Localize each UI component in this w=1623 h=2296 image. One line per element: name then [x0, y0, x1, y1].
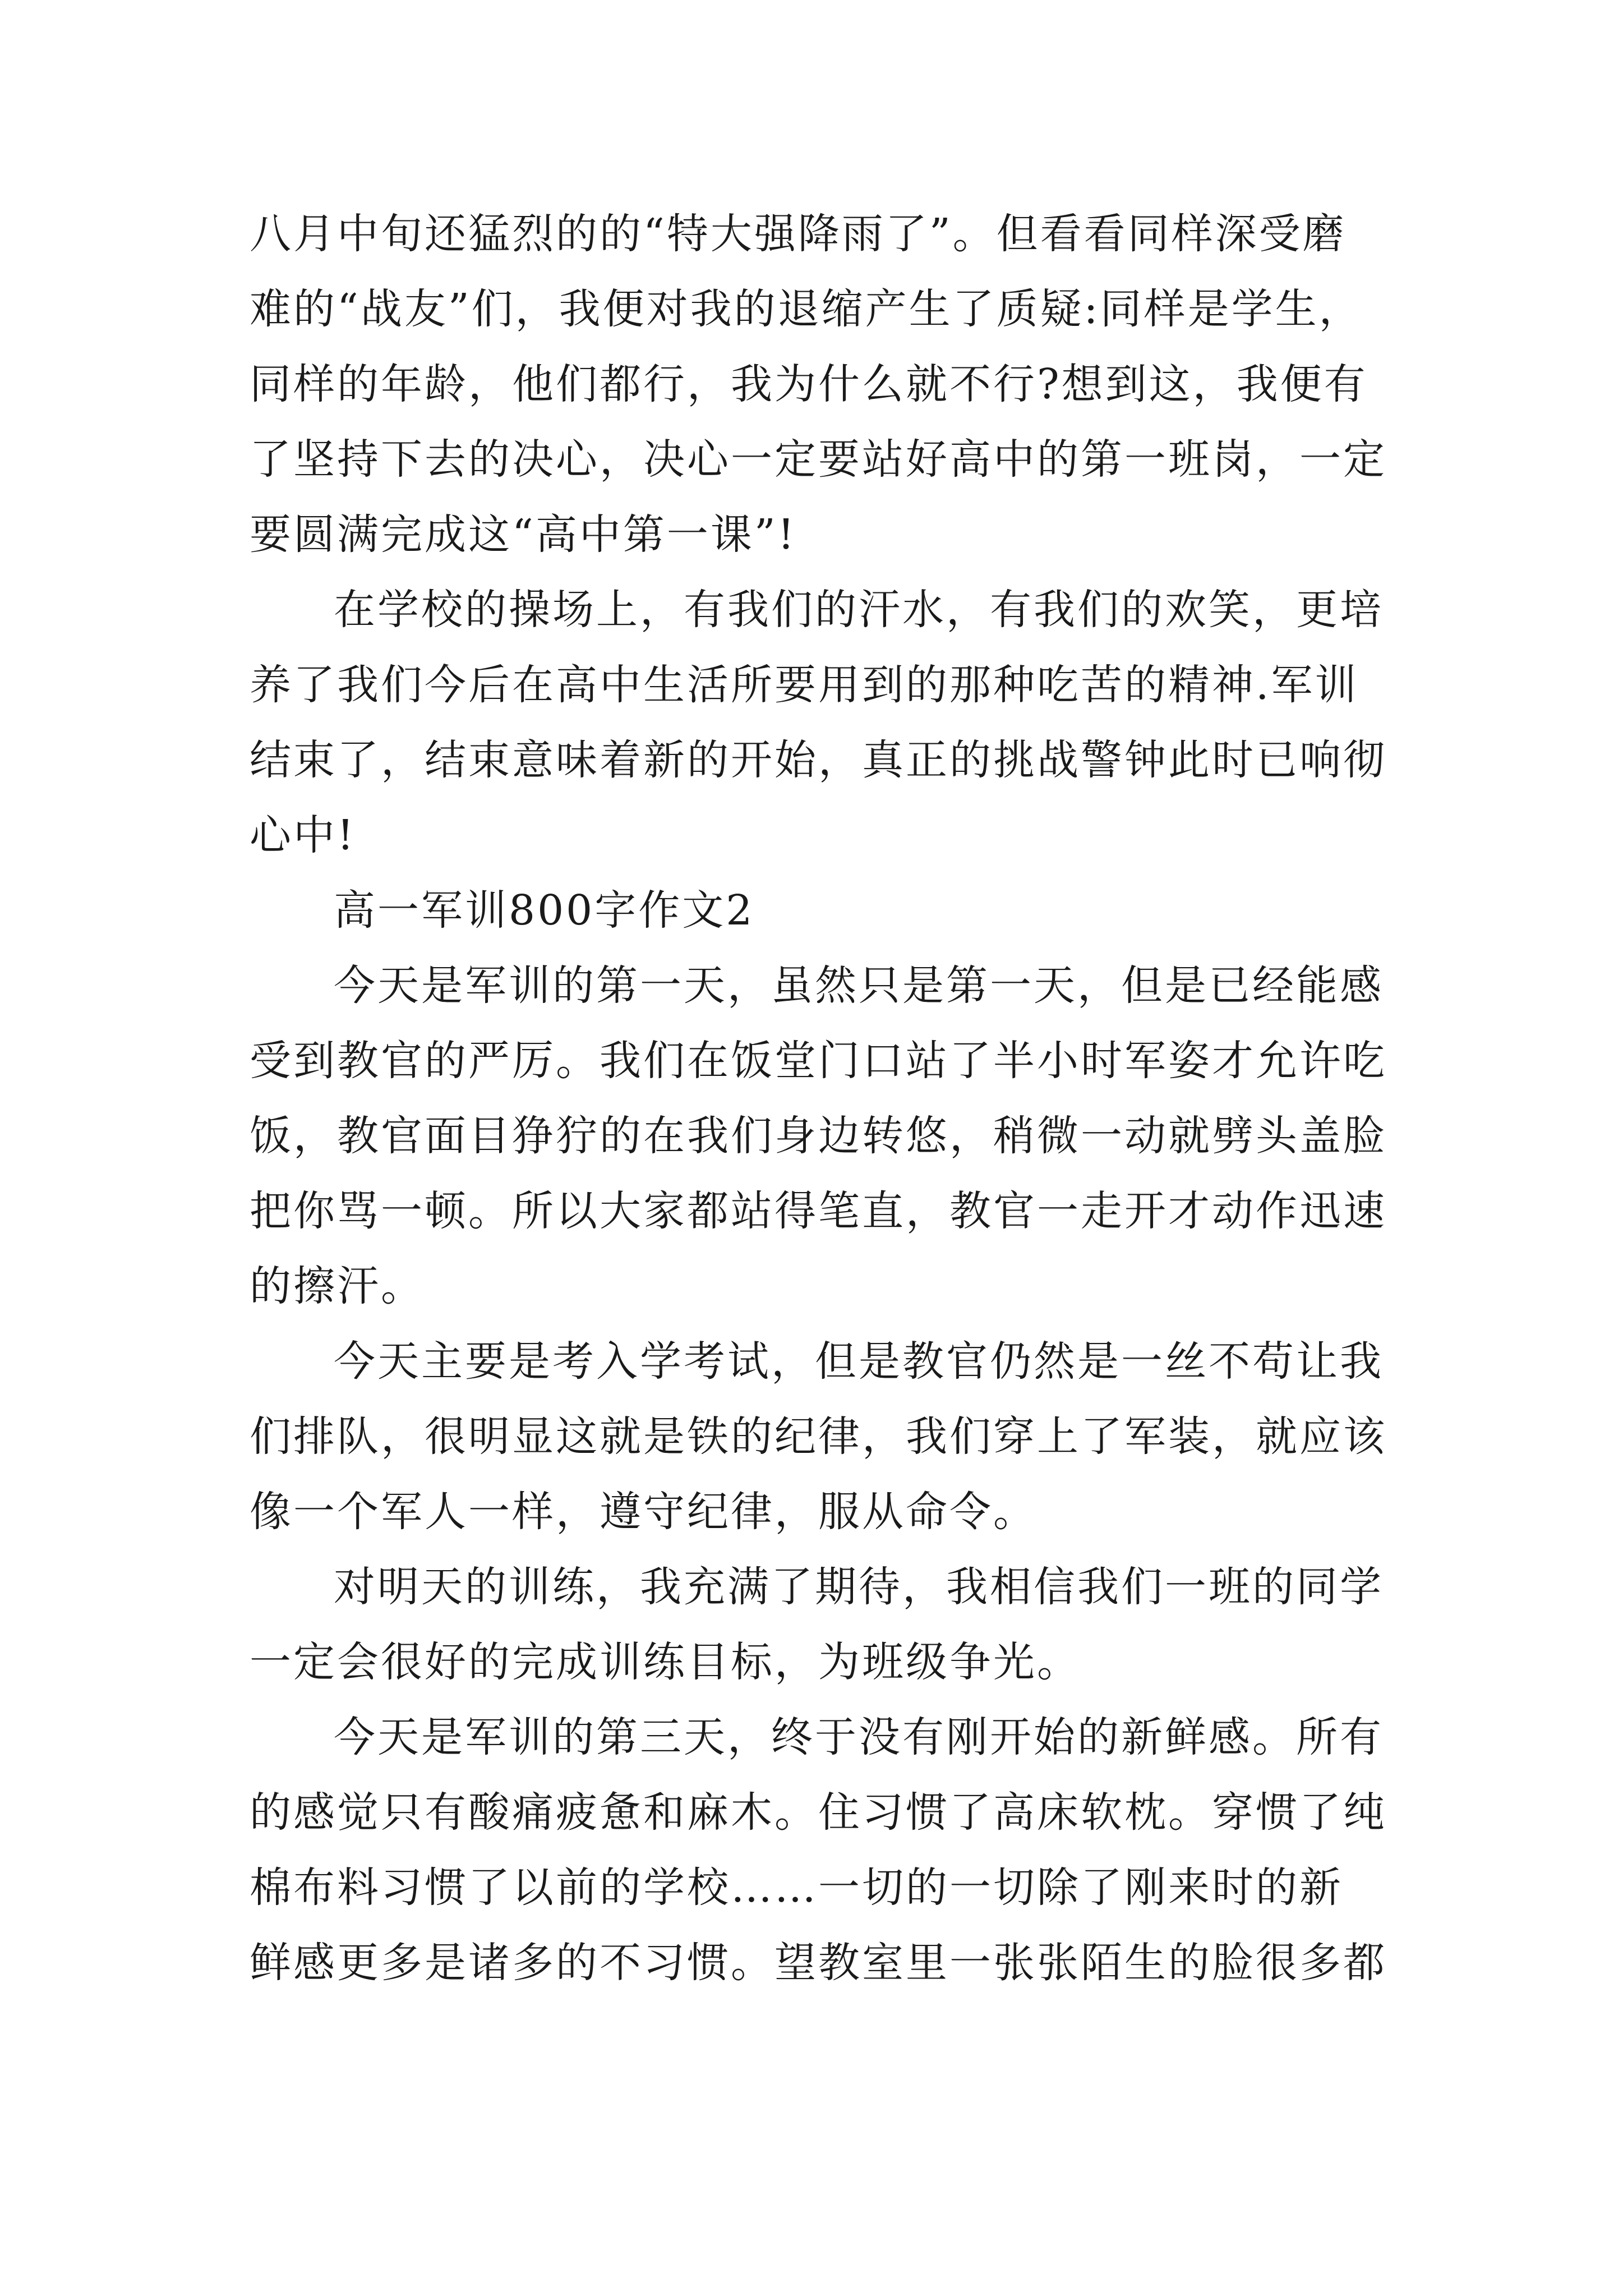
text-line: 结束了，结束意味着新的开始，真正的挑战警钟此时已响彻 [250, 736, 1387, 784]
text-line: 在学校的操场上，有我们的汗水，有我们的欢笑，更培 [334, 586, 1384, 634]
paragraph [250, 1549, 1427, 1700]
paragraph [250, 1324, 1427, 1549]
paragraph [250, 873, 1427, 948]
text-line: 要圆满完成这“高中第一课”! [250, 510, 797, 559]
text-line: 今天是军训的第三天，终于没有刚开始的新鲜感。所有 [334, 1713, 1384, 1761]
paragraph [250, 1700, 1427, 2000]
text-line: 高一军训800字作文2 [334, 886, 755, 935]
document-body [250, 196, 1427, 2000]
text-line: 的感觉只有酸痛疲惫和麻木。住习惯了高床软枕。穿惯了纯 [250, 1788, 1387, 1837]
text-line: 同样的年龄，他们都行，我为什么就不行?想到这，我便有 [250, 360, 1368, 408]
text-line: 受到教官的严厉。我们在饭堂门口站了半小时军姿才允许吃 [250, 1037, 1387, 1085]
text-line: 的擦汗。 [250, 1262, 425, 1310]
text-line: 像一个军人一样，遵守纪律，服从命令。 [250, 1488, 1037, 1536]
text-line: 们排队，很明显这就是铁的纪律，我们穿上了军装，就应该 [250, 1412, 1387, 1461]
text-line: 今天主要是考入学考试，但是教官仍然是一丝不苟让我 [334, 1337, 1384, 1386]
text-line: 今天是军训的第一天，虽然只是第一天，但是已经能感 [334, 961, 1384, 1010]
text-line: 饭，教官面目狰狞的在我们身边转悠，稍微一动就劈头盖脸 [250, 1112, 1387, 1160]
text-line: 养了我们今后在高中生活所要用到的那种吃苦的精神.军训 [250, 661, 1359, 709]
text-line: 把你骂一顿。所以大家都站得笔直，教官一走开才动作迅速 [250, 1187, 1387, 1235]
text-line: 难的“战友”们，我便对我的退缩产生了质疑:同样是学生， [250, 285, 1363, 333]
text-line: 了坚持下去的决心，决心一定要站好高中的第一班岗，一定 [250, 435, 1387, 484]
text-line: 棉布料习惯了以前的学校……一切的一切除了刚来时的新 [250, 1864, 1343, 1912]
text-line: 八月中旬还猛烈的的“特大强降雨了”。但看看同样深受磨 [250, 210, 1347, 258]
paragraph [250, 196, 1427, 572]
text-line: 鲜感更多是诸多的不习惯。望教室里一张张陌生的脸很多都 [250, 1939, 1387, 1987]
paragraph [250, 572, 1427, 873]
paragraph [250, 948, 1427, 1324]
text-line: 一定会很好的完成训练目标，为班级争光。 [250, 1638, 1081, 1686]
text-line: 心中! [250, 811, 356, 859]
text-line: 对明天的训练，我充满了期待，我相信我们一班的同学 [334, 1563, 1384, 1611]
